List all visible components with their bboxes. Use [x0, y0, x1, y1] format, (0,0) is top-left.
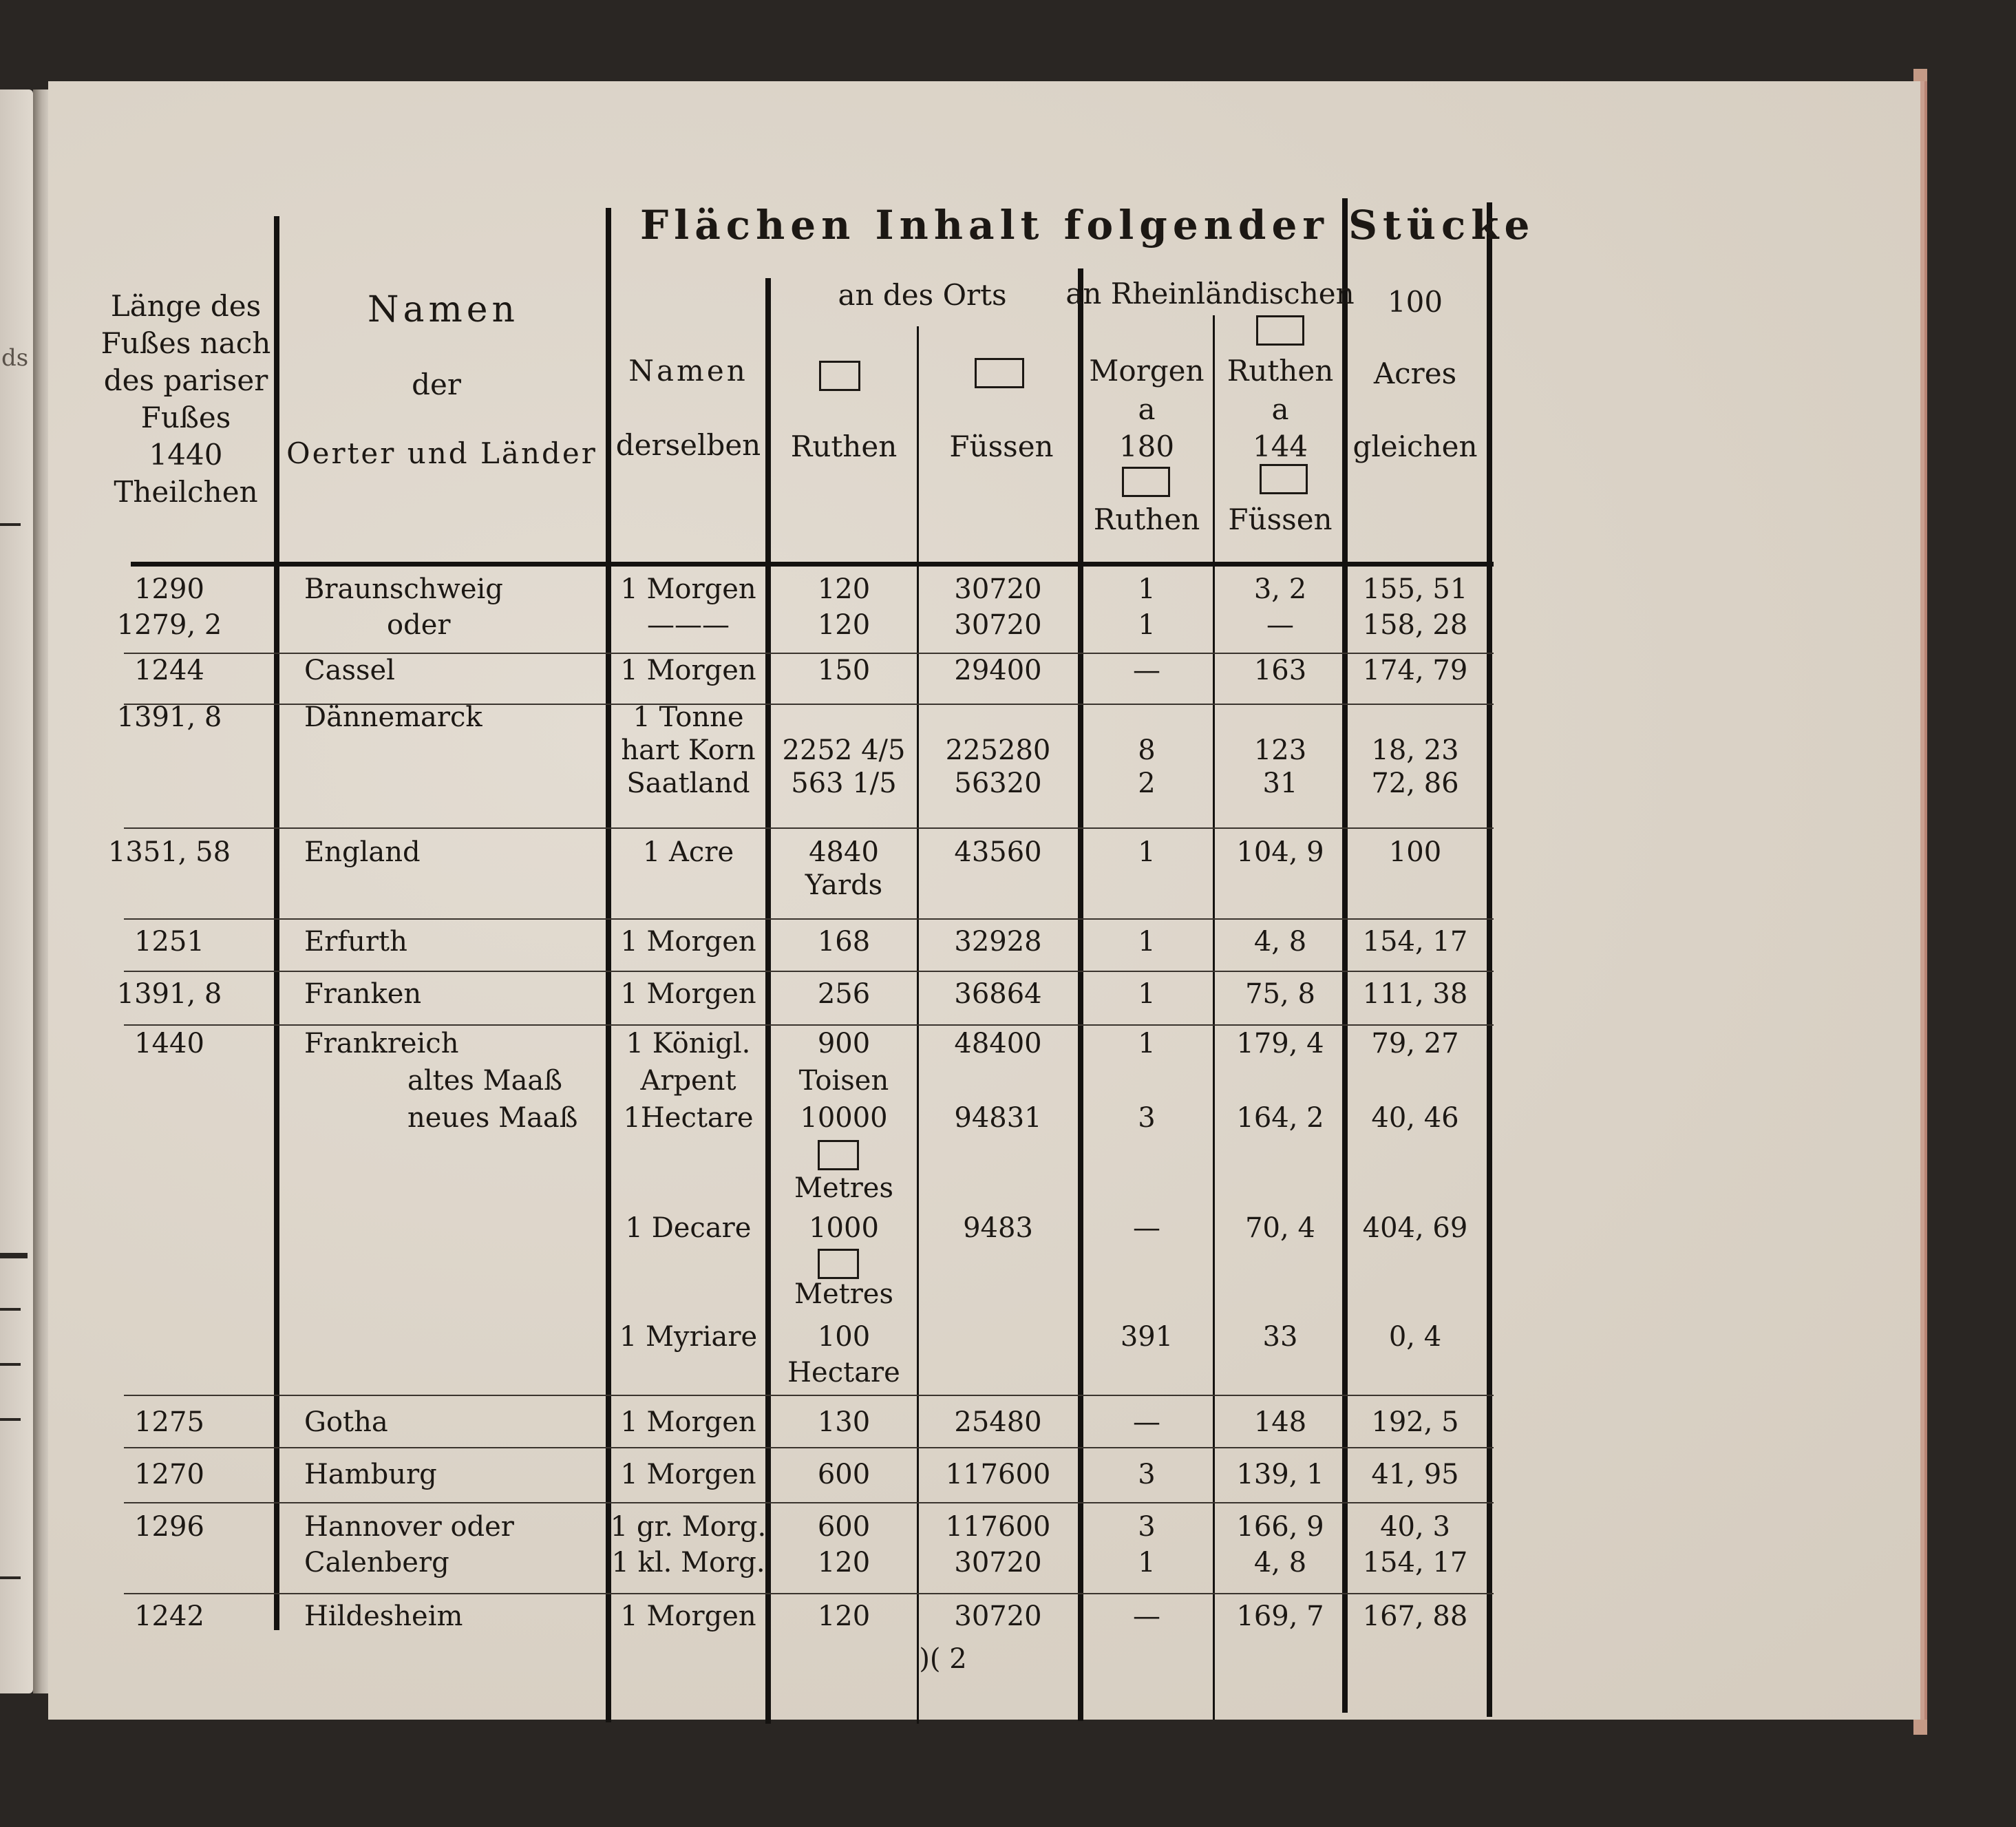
cell-acres: 174, 79: [1362, 655, 1468, 686]
cell-acres: 154, 17: [1362, 926, 1468, 958]
header-oerter: Oerter und Länder: [286, 436, 597, 470]
header-rhein-ruthen-a: a: [1271, 392, 1289, 426]
header-group-rhein: an Rheinländischen: [1065, 277, 1355, 310]
header-rhein-morgen-180: 180: [1118, 430, 1175, 463]
cell-acres: 154, 17: [1362, 1547, 1468, 1578]
cell-fussen: 29400: [954, 655, 1042, 686]
cell-lange: 1391, 8: [116, 701, 222, 733]
cell-rh-ruthen: 104, 9: [1236, 836, 1324, 868]
cell-lange: 1351, 58: [107, 836, 231, 868]
cell-unit: 1 Morgen: [620, 655, 756, 686]
cell-morgen: 1: [1138, 1547, 1156, 1578]
cell-unit: 1 Königl.: [626, 1028, 751, 1059]
square-symbol-icon: [1260, 464, 1308, 494]
left-page-rule: [0, 1363, 21, 1366]
left-page-rule: [0, 1418, 21, 1421]
cell-rh-ruthen: 33: [1262, 1321, 1298, 1353]
cell-rh-ruthen: 169, 7: [1236, 1601, 1324, 1632]
row-divider: [124, 1395, 1494, 1396]
cell-lange: 1270: [134, 1459, 204, 1490]
header-lange-line: des pariser: [103, 363, 268, 397]
cell-morgen: 2: [1138, 768, 1156, 799]
left-page-rule: [0, 523, 21, 526]
cell-name: oder: [387, 609, 451, 641]
cell-fussen: 36864: [954, 978, 1042, 1010]
row-divider: [124, 918, 1494, 920]
cell-ruthen: 900: [817, 1028, 871, 1059]
cell-unit: 1 Myriare: [619, 1321, 758, 1353]
cell-acres: 18, 23: [1371, 735, 1459, 766]
cell-lange: 1440: [134, 1028, 204, 1059]
cell-lange: 1242: [134, 1601, 204, 1632]
cell-name: Hannover oder: [304, 1511, 514, 1543]
document-page: [48, 81, 1920, 1720]
left-page-text: ds: [1, 344, 29, 372]
left-page-rule: [0, 1576, 21, 1579]
cell-name: Dännemarck: [304, 701, 482, 733]
cell-ruthen: 168: [817, 926, 871, 958]
row-divider: [124, 1447, 1494, 1448]
cell-lange: 1251: [134, 926, 204, 958]
cell-rh-ruthen: 70, 4: [1245, 1212, 1315, 1244]
cell-name: Gotha: [304, 1406, 388, 1438]
cell-rh-ruthen: 148: [1253, 1406, 1307, 1438]
page-signature: )( 2: [919, 1643, 967, 1675]
cell-name: Calenberg: [304, 1547, 449, 1578]
cell-acres: 79, 27: [1371, 1028, 1459, 1059]
cell-acres: 41, 95: [1371, 1459, 1459, 1490]
cell-ruthen: 150: [817, 655, 871, 686]
column-rule: [1213, 315, 1215, 1720]
cell-ruthen: 120: [817, 609, 871, 641]
cell-morgen: 1: [1138, 609, 1156, 641]
cell-lange: 1391, 8: [116, 978, 222, 1010]
cell-ruthen: 2252 4/5: [782, 735, 906, 766]
cell-name: Erfurth: [304, 926, 407, 958]
cell-fussen: 94831: [954, 1102, 1042, 1134]
cell-acres: 40, 46: [1371, 1102, 1459, 1134]
row-divider: [124, 1502, 1494, 1503]
cell-fussen: 117600: [945, 1459, 1051, 1490]
square-symbol-icon: [818, 1140, 859, 1170]
cell-ruthen: 1000: [809, 1212, 879, 1244]
cell-acres: 167, 88: [1362, 1601, 1468, 1632]
column-rule: [606, 208, 611, 1722]
cell-acres: 158, 28: [1362, 609, 1468, 641]
cell-unit: 1 Morgen: [620, 573, 756, 605]
column-rule: [1487, 202, 1492, 1717]
header-namen: Namen: [367, 289, 520, 330]
cell-ruthen: 120: [817, 1601, 871, 1632]
cell-name: England: [304, 836, 421, 868]
cell-fussen: 117600: [945, 1511, 1051, 1543]
cell-morgen: 1: [1138, 573, 1156, 605]
cell-fussen: 30720: [954, 573, 1042, 605]
cell-fussen: 30720: [954, 1547, 1042, 1578]
header-local-ruthen: Ruthen: [790, 430, 898, 463]
cell-fussen: 48400: [954, 1028, 1042, 1059]
cell-unit: 1Hectare: [623, 1102, 754, 1134]
header-lange-line: 1440: [149, 438, 223, 472]
cell-rh-ruthen: 4, 8: [1253, 1547, 1307, 1578]
cell-acres: 111, 38: [1362, 978, 1468, 1010]
cell-ruthen: 130: [817, 1406, 871, 1438]
cell-ruthen: 256: [817, 978, 871, 1010]
cell-unit: Saatland: [626, 768, 750, 799]
square-symbol-icon: [1122, 467, 1170, 497]
cell-fussen: 56320: [954, 768, 1042, 799]
header-rhein-ruthen-fussen: Füssen: [1228, 503, 1333, 536]
cell-ruthen: 10000: [800, 1102, 888, 1134]
cell-acres: 100: [1388, 836, 1442, 868]
cell-morgen: 1: [1138, 1028, 1156, 1059]
cell-ruthen: 120: [817, 1547, 871, 1578]
column-rule: [765, 278, 771, 1724]
cell-rh-ruthen: 31: [1262, 768, 1298, 799]
cell-unit: 1 Decare: [625, 1212, 752, 1244]
cell-unit: Arpent: [640, 1065, 736, 1097]
cell-morgen: —: [1133, 1601, 1160, 1632]
cell-ruthen: Metres: [794, 1278, 894, 1310]
header-acres: Acres: [1373, 357, 1457, 390]
header-namen-unit: Namen: [628, 354, 748, 388]
row-divider: [124, 1593, 1494, 1594]
cell-lange: 1290: [134, 573, 204, 605]
cell-rh-ruthen: 179, 4: [1236, 1028, 1324, 1059]
cell-morgen: —: [1133, 1212, 1160, 1244]
cell-name: altes Maaß: [407, 1065, 562, 1097]
cell-unit: 1 Acre: [642, 836, 734, 868]
cell-morgen: 391: [1120, 1321, 1174, 1353]
cell-unit: ———: [647, 609, 730, 641]
header-group-local: an des Orts: [838, 278, 1007, 312]
cell-ruthen: 4840: [809, 836, 879, 868]
row-divider: [124, 827, 1494, 829]
cell-morgen: 1: [1138, 926, 1156, 958]
cell-ruthen: 100: [817, 1321, 871, 1353]
cell-acres: 0, 4: [1388, 1321, 1442, 1353]
cell-morgen: 1: [1138, 836, 1156, 868]
cell-name: Hildesheim: [304, 1601, 463, 1632]
cell-unit: 1 Tonne: [633, 701, 744, 733]
cell-morgen: 1: [1138, 978, 1156, 1010]
cell-morgen: 8: [1138, 735, 1156, 766]
header-derselben: derselben: [615, 428, 761, 462]
row-divider: [124, 653, 1494, 654]
cell-ruthen: 600: [817, 1459, 871, 1490]
cell-ruthen: Toisen: [798, 1065, 889, 1097]
page-title: Flächen Inhalt folgender Stücke: [640, 202, 1536, 249]
cell-unit: 1 Morgen: [620, 1459, 756, 1490]
header-acres-gleichen: gleichen: [1352, 430, 1478, 463]
cell-lange: 1296: [134, 1511, 204, 1543]
cell-unit: 1 Morgen: [620, 978, 756, 1010]
cell-rh-ruthen: 3, 2: [1253, 573, 1307, 605]
cell-name: Cassel: [304, 655, 395, 686]
cell-unit: hart Korn: [621, 735, 756, 766]
cell-unit: 1 Morgen: [620, 1601, 756, 1632]
cell-name: Hamburg: [304, 1459, 437, 1490]
cell-unit: 1 Morgen: [620, 1406, 756, 1438]
row-divider: [124, 971, 1494, 972]
cell-rh-ruthen: 4, 8: [1253, 926, 1307, 958]
cell-acres: 404, 69: [1362, 1212, 1468, 1244]
header-der: der: [412, 368, 461, 401]
cell-fussen: 25480: [954, 1406, 1042, 1438]
cell-name: Frankreich: [304, 1028, 459, 1059]
cell-name: Braunschweig: [304, 573, 503, 605]
cell-morgen: —: [1133, 655, 1160, 686]
cell-rh-ruthen: 164, 2: [1236, 1102, 1324, 1134]
header-rhein-morgen-a: a: [1138, 392, 1156, 426]
cell-morgen: 3: [1138, 1459, 1156, 1490]
header-lange-line: Fußes: [140, 401, 231, 434]
header-acres-100: 100: [1387, 285, 1443, 319]
cell-fussen: 30720: [954, 609, 1042, 641]
header-rule: [131, 562, 1494, 567]
cell-morgen: —: [1133, 1406, 1160, 1438]
cell-rh-ruthen: 75, 8: [1245, 978, 1315, 1010]
header-rhein-ruthen-144: 144: [1252, 430, 1308, 463]
header-local-fussen: Füssen: [949, 430, 1054, 463]
header-rhein-morgen-ruthen: Ruthen: [1093, 503, 1200, 536]
cell-lange: 1275: [134, 1406, 204, 1438]
cell-lange: 1244: [134, 655, 204, 686]
cell-morgen: 3: [1138, 1511, 1156, 1543]
square-symbol-icon: [975, 358, 1024, 388]
book-spine: [33, 89, 50, 1693]
cell-ruthen: 563 1/5: [791, 768, 897, 799]
square-symbol-icon: [819, 361, 860, 391]
cell-acres: 40, 3: [1380, 1511, 1450, 1543]
left-page-rule: [0, 1308, 21, 1311]
cell-fussen: 9483: [963, 1212, 1033, 1244]
cell-rh-ruthen: —: [1266, 609, 1294, 641]
column-rule: [274, 216, 279, 1630]
cell-name: Franken: [304, 978, 422, 1010]
cell-ruthen: Yards: [805, 869, 883, 901]
cell-lange: 1279, 2: [116, 609, 222, 641]
square-symbol-icon: [818, 1249, 859, 1279]
square-symbol-icon: [1256, 315, 1304, 346]
column-rule: [1342, 198, 1348, 1713]
cell-rh-ruthen: 166, 9: [1236, 1511, 1324, 1543]
header-rhein-morgen: Morgen: [1089, 354, 1205, 388]
cell-morgen: 3: [1138, 1102, 1156, 1134]
cell-unit: 1 gr. Morg.: [610, 1511, 767, 1543]
cell-ruthen: 120: [817, 573, 871, 605]
cell-name: neues Maaß: [407, 1102, 578, 1134]
cell-acres: 72, 86: [1371, 768, 1459, 799]
cell-rh-ruthen: 163: [1253, 655, 1307, 686]
cell-acres: 155, 51: [1362, 573, 1468, 605]
cell-acres: 192, 5: [1371, 1406, 1459, 1438]
cell-rh-ruthen: 139, 1: [1236, 1459, 1324, 1490]
cell-ruthen: Metres: [794, 1172, 894, 1204]
cell-fussen: 43560: [954, 836, 1042, 868]
cell-rh-ruthen: 123: [1253, 735, 1307, 766]
cell-unit: 1 kl. Morg.: [611, 1547, 765, 1578]
cell-fussen: 225280: [945, 735, 1051, 766]
cell-fussen: 32928: [954, 926, 1042, 958]
header-lange-line: Fußes nach: [100, 326, 271, 360]
header-lange-line: Länge des: [110, 289, 262, 323]
cell-fussen: 30720: [954, 1601, 1042, 1632]
header-rhein-ruthen: Ruthen: [1227, 354, 1334, 388]
row-divider: [124, 1024, 1494, 1026]
cell-unit: 1 Morgen: [620, 926, 756, 958]
cell-ruthen: Hectare: [787, 1357, 900, 1388]
header-lange-line: Theilchen: [114, 475, 258, 509]
left-page-rule: [0, 1253, 28, 1258]
left-page-edge: [0, 89, 33, 1693]
cell-ruthen: 600: [817, 1511, 871, 1543]
